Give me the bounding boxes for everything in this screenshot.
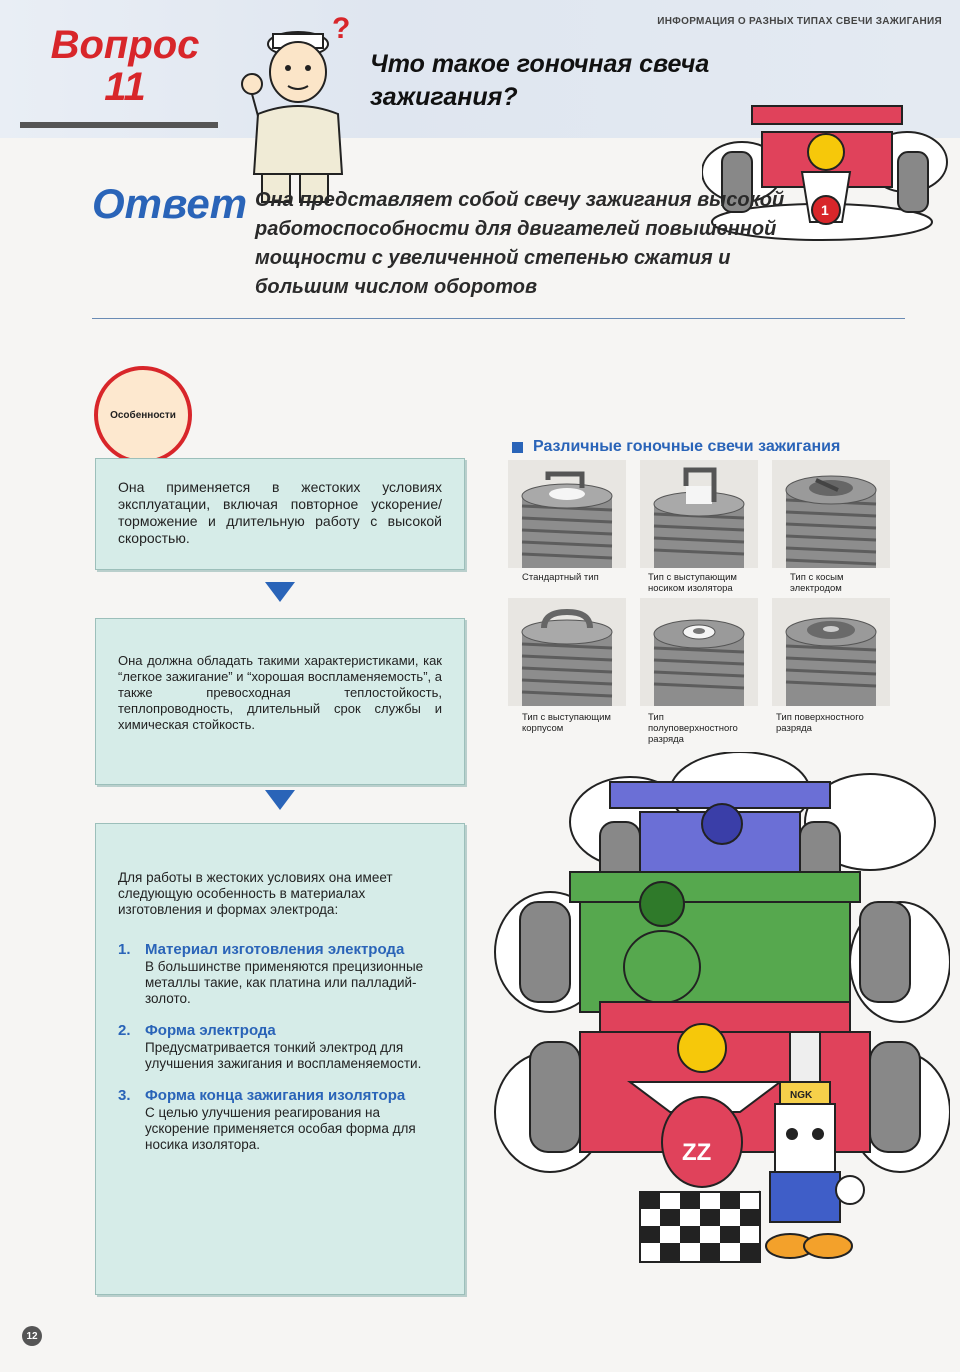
feature-description: Предусматривается тонкий электрод для улучшения зажигания и воспламеняемости. (145, 1040, 422, 1071)
spark-plug-semi-surface-discharge-image (640, 598, 758, 706)
mechanic-illustration (228, 4, 358, 204)
answer-text: Она представляет собой свечу зажигания высокой работоспособности для двигателей повышенной мощности с увеличенной степенью сжатия и большим числом оборотов (255, 189, 785, 298)
spark-plug-surface-discharge-image (772, 598, 890, 706)
question-number: 11 (104, 65, 146, 109)
question-title: Что такое гоночная свеча зажигания? (370, 50, 710, 111)
spark-plug-projected-shell-image (508, 598, 626, 706)
question-word: Вопрос (50, 23, 200, 67)
spark-plug-oblique-electrode-image (772, 460, 890, 568)
plug-caption: Стандартный тип (522, 572, 599, 583)
feature-box-usage (95, 458, 465, 570)
feature-number: 1. (118, 941, 131, 958)
plug-caption: Тип с выступающим носиком изолятора (648, 572, 737, 594)
list-item (118, 1021, 444, 1072)
feature-title: Материал изготовления электрода (145, 941, 405, 958)
plugs-section-title (512, 438, 840, 456)
section-caption: ИНФОРМАЦИЯ О РАЗНЫХ ТИПАХ СВЕЧИ ЗАЖИГАНИЯ (657, 16, 942, 27)
question-underline (20, 122, 218, 128)
feature-box-characteristics (95, 618, 465, 785)
feature-box-electrode (95, 823, 465, 1295)
arrow-down-icon (265, 582, 295, 602)
plug-caption: Тип с выступающим корпусом (522, 712, 611, 734)
mascot-badge: NGK (790, 1090, 813, 1101)
features-badge (94, 366, 192, 464)
section-divider (92, 318, 905, 319)
plug-caption: Тип поверхностного разряда (776, 712, 864, 734)
page-number: 12 (22, 1326, 42, 1346)
feature-number: 3. (118, 1087, 131, 1104)
feature-box-electrode-intro: Для работы в жестоких условиях она имеет следующую особенность в материалах изготовления и формах электрода: (118, 870, 393, 917)
feature-list (118, 940, 444, 1167)
arrow-down-icon (265, 790, 295, 810)
feature-box-usage-text: Она применяется в жестоких условиях эксплуатации, включая повторное ускорение/торможение и длительную работу с высокой скоростью. (118, 479, 442, 546)
feature-box-characteristics-text: Она должна обладать такими характеристиками, как “легкое зажигание” и “хорошая воспламеняемость”, а также превосходная теплостойкость, теплопроводность, длительный срок службы и химическая стойкость. (118, 653, 442, 732)
svg-text:?: ? (332, 12, 351, 45)
spark-plug-projected-insulator-image (640, 460, 758, 568)
car-badge: ZZ (682, 1139, 712, 1166)
feature-title: Форма конца зажигания изолятора (145, 1087, 406, 1104)
feature-description: В большинстве применяются прецизионные металлы такие, как платина или палладий-золото. (145, 959, 424, 1006)
list-item (118, 1086, 444, 1153)
feature-title: Форма электрода (145, 1022, 276, 1039)
answer-label: Ответ (92, 180, 248, 227)
race-cars-illustration (490, 752, 950, 1312)
square-bullet-icon (512, 442, 523, 453)
spark-plug-standard-image (508, 460, 626, 568)
list-item (118, 940, 444, 1007)
feature-number: 2. (118, 1022, 131, 1039)
car-number: 1 (821, 202, 829, 218)
feature-description: С целью улучшения реагирования на ускорение применяется особая форма для носика изолятора. (145, 1105, 416, 1152)
plug-caption: Тип с косым электродом (790, 572, 844, 594)
plugs-title-text: Различные гоночные свечи зажигания (533, 438, 841, 455)
features-badge-label: Особенности (110, 409, 176, 421)
question-label (30, 24, 220, 108)
plug-caption: Тип полуповерхностного разряда (648, 712, 738, 745)
